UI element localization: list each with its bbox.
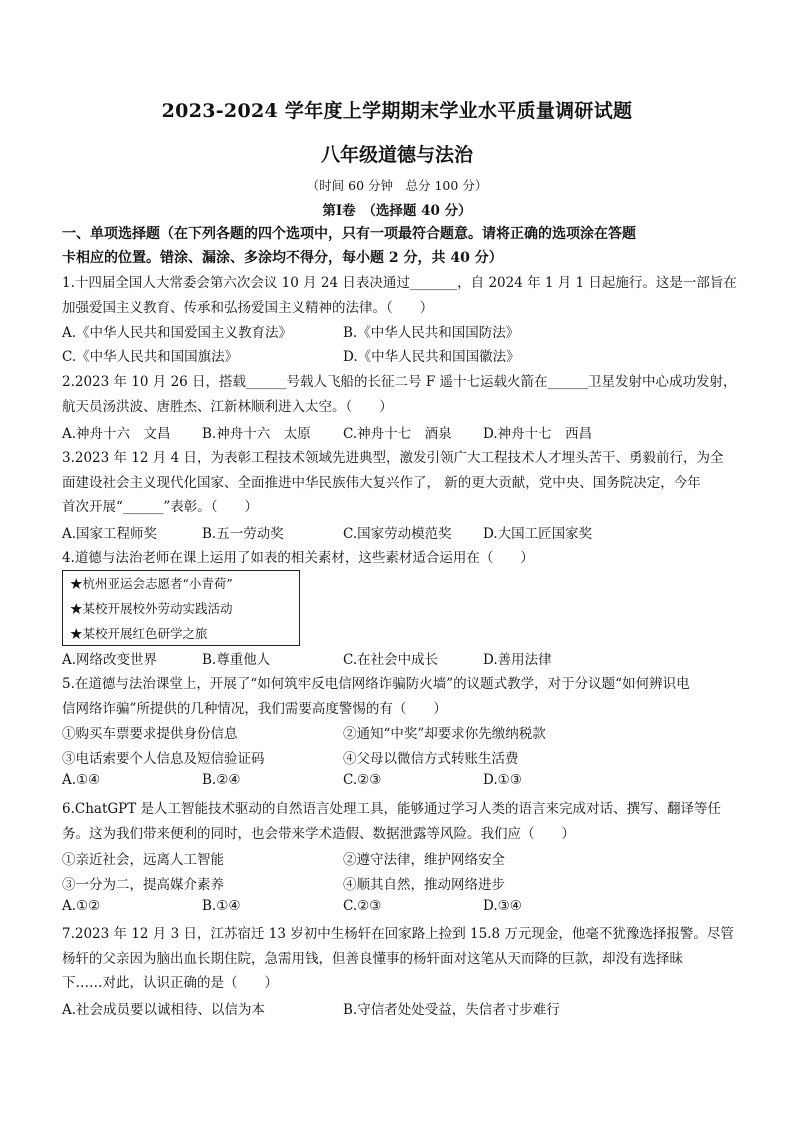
option-d[interactable]: D.神舟十七 西昌 — [483, 426, 593, 442]
question-5-options — [62, 772, 742, 796]
section-line-1: 一、单项选择题（在下列各题的四个选项中，只有一项最符合题意。请将正确的选项涂在答题 — [62, 226, 636, 242]
material-item: ★杭州亚运会志愿者“小青荷” — [70, 576, 233, 591]
material-item: ★某校开展红色研学之旅 — [70, 626, 208, 641]
option-d[interactable]: D.善用法律 — [483, 652, 552, 668]
question-7-options — [62, 998, 742, 1022]
option-b[interactable]: B.神舟十六 太原 — [202, 426, 311, 442]
question-6-items — [62, 848, 742, 896]
material-table — [62, 570, 300, 646]
question-6-options — [62, 898, 742, 922]
material-item: ★某校开展校外劳动实践活动 — [70, 601, 233, 616]
question-line: 务。这为我们带来便利的同时，也会带来学术造假、数据泄露等风险。我们应（ ） — [62, 825, 575, 842]
option-c[interactable]: C.《中华人民共和国国旗法》 — [62, 349, 239, 365]
question-5 — [62, 672, 742, 721]
option-b[interactable]: B.《中华人民共和国国防法》 — [343, 325, 520, 341]
question-line: 2.2023 年 10 月 26 日，搭载______号载人飞船的长征二号 F 遥十七运载火箭在______卫星发射中心成功发射， — [62, 374, 737, 390]
subject-title: 八年级道德与法治 — [320, 144, 473, 166]
question-line: 1.十四届全国人大常委会第六次会议 10 月 24 日表决通过_______，自 2024 年 1 月 1 日起施行。这是一部旨在 — [62, 275, 737, 291]
option-d[interactable]: D.《中华人民共和国国徽法》 — [343, 349, 520, 365]
statement-3: ③一分为二，提高媒介素养 — [62, 877, 224, 893]
statement-2: ②通知“中奖”却要求你先缴纳税款 — [343, 726, 546, 742]
question-6 — [62, 797, 742, 846]
option-a[interactable]: A.《中华人民共和国爱国主义教育法》 — [62, 325, 293, 341]
time-score-info: （时间 60 分钟 总分 100 分） — [306, 178, 488, 193]
option-a[interactable]: A.国家工程师奖 — [62, 526, 158, 542]
option-b[interactable]: B.①④ — [202, 898, 241, 914]
question-line: 杨轩的父亲因为脑出血长期住院，急需用钱，但善良懂事的杨轩面对这笔从天而降的巨款，却没有选择昧 — [62, 950, 683, 967]
question-line: 下……对此，认识正确的是（ ） — [62, 975, 278, 991]
option-d[interactable]: D.①③ — [483, 772, 522, 788]
option-a[interactable]: A.网络改变世界 — [62, 652, 158, 668]
question-1-options — [62, 321, 742, 369]
option-a[interactable]: A.神舟十六 文昌 — [62, 426, 171, 442]
statement-4: ④顺其自然，推动网络进步 — [343, 877, 505, 893]
question-line: 6.ChatGPT 是人工智能技术驱动的自然语言处理工具，能够通过学习人类的语言来完成对话、撰写、翻译等任 — [62, 801, 722, 817]
option-d[interactable]: D.③④ — [483, 898, 522, 914]
question-4 — [62, 546, 742, 571]
question-7 — [62, 922, 742, 996]
question-2-options — [62, 422, 742, 446]
statement-2: ②遵守法律，维护网络安全 — [343, 852, 505, 868]
section-instructions — [62, 222, 742, 270]
question-line: 航天员汤洪波、唐胜杰、江新林顺利进入太空。（ ） — [62, 398, 393, 415]
option-c[interactable]: C.神舟十七 酒泉 — [343, 426, 452, 442]
question-3-options — [62, 522, 742, 546]
question-line: 加强爱国主义教育、传承和弘扬爱国主义精神的法律。（ ） — [62, 299, 434, 316]
option-b[interactable]: B.守信者处处受益，失信者寸步难行 — [343, 1002, 560, 1018]
statement-1: ①购买车票要求提供身份信息 — [62, 726, 238, 742]
question-5-items — [62, 722, 742, 770]
question-line: 5.在道德与法治课堂上，开展了“如何筑牢反电信网络诈骗防火墙”的议题式教学，对于分议题“如何辨识电 — [62, 676, 690, 692]
option-c[interactable]: C.国家劳动模范奖 — [343, 526, 452, 542]
question-2 — [62, 370, 742, 419]
section-line-2: 卡相应的位置。错涂、漏涂、多涂均不得分，每小题 2 分，共 40 分） — [62, 250, 503, 266]
volume-heading: 第Ⅰ卷 （选择题 40 分） — [322, 203, 472, 219]
question-4-options — [62, 648, 742, 672]
question-line: 4.道德与法治老师在课上运用了如表的相关素材，这些素材适合运用在（ ） — [62, 550, 534, 566]
question-3 — [62, 446, 742, 520]
question-1 — [62, 271, 742, 320]
option-a[interactable]: A.社会成员要以诚相待、以信为本 — [62, 1002, 266, 1018]
question-line: 信网络诈骗”所提供的几种情况，我们需要高度警惕的有（ ） — [62, 700, 447, 717]
statement-1: ①亲近社会，远离人工智能 — [62, 852, 224, 868]
option-b[interactable]: B.②④ — [202, 772, 241, 788]
question-line: 3.2023 年 12 月 4 日，为表彰工程技术领域先进典型，激发引领广大工程技术人才埋头苦干、勇毅前行，为全 — [62, 450, 724, 466]
question-line: 面建设社会主义现代化国家、全面推进中华民族伟大复兴作了， 新的更大贡献，党中央、国务院决定，今年 — [62, 474, 701, 491]
option-d[interactable]: D.大国工匠国家奖 — [483, 526, 593, 542]
statement-3: ③电话索要个人信息及短信验证码 — [62, 751, 265, 767]
question-line: 首次开展“______”表彰。（ ） — [62, 499, 259, 515]
option-a[interactable]: A.①② — [62, 898, 101, 914]
option-c[interactable]: C.②③ — [343, 898, 382, 914]
option-c[interactable]: C.在社会中成长 — [343, 652, 439, 668]
option-c[interactable]: C.②③ — [343, 772, 382, 788]
option-b[interactable]: B.五一劳动奖 — [202, 526, 284, 542]
exam-title: 2023-2024 学年度上学期期末学业水平质量调研试题 — [161, 100, 633, 122]
option-a[interactable]: A.①④ — [62, 772, 101, 788]
option-b[interactable]: B.尊重他人 — [202, 652, 271, 668]
question-line: 7.2023 年 12 月 3 日，江苏宿迁 13 岁初中生杨轩在回家路上捡到 15.8 万元现金，他毫不犹豫选择报警。尽管 — [62, 926, 734, 942]
statement-4: ④父母以微信方式转账生活费 — [343, 751, 519, 767]
